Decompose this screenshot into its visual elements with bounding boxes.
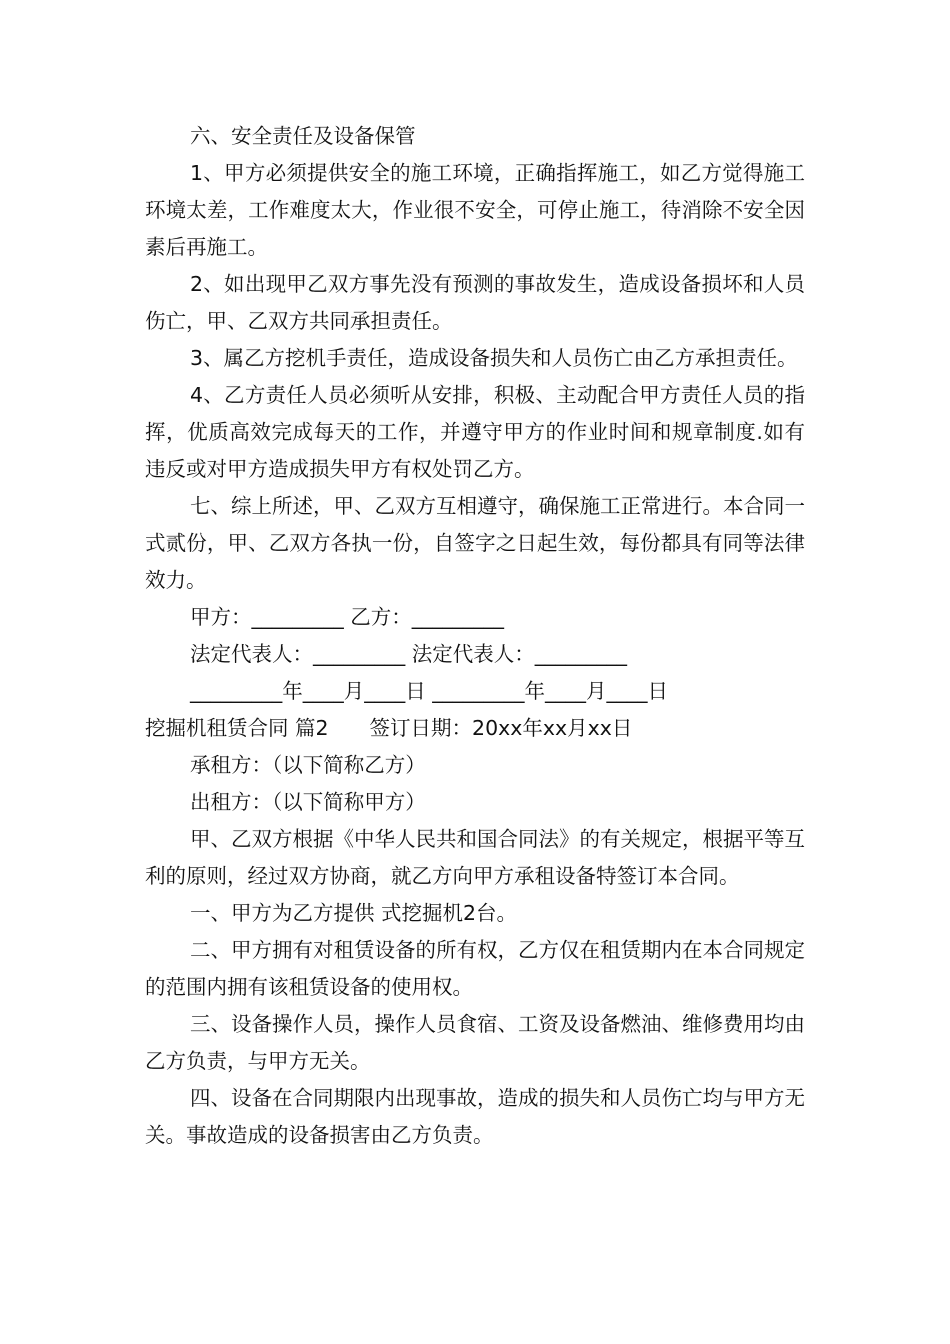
lessee-line: 承租方：（以下简称乙方） <box>190 753 426 777</box>
section-seven-paragraph: 七、综上所述，甲、乙双方互相遵守，确保施工正常进行。本合同一式贰份，甲、乙双方各执一份，自签字之日起生效，每份都具有同等法律效力。 <box>145 494 805 592</box>
contract-heading: 挖掘机租赁合同 篇2 签订日期：20xx年xx月xx日 <box>145 716 633 740</box>
clause-paragraph: 一、甲方为乙方提供 式挖掘机2台。 <box>190 901 518 925</box>
document-body <box>145 118 805 1154</box>
clause-paragraph: 4、乙方责任人员必须听从安排，积极、主动配合甲方责任人员的指挥，优质高效完成每天的工作，并遵守甲方的作业时间和规章制度.如有违反或对甲方造成损失甲方有权处罚乙方。 <box>145 383 805 481</box>
clause-paragraph: 2、如出现甲乙双方事先没有预测的事故发生，造成设备损坏和人员伤亡，甲、乙双方共同承担责任。 <box>145 272 805 333</box>
clause-paragraph: 四、设备在合同期限内出现事故，造成的损失和人员伤亡均与甲方无关。事故造成的设备损害由乙方负责。 <box>145 1086 805 1147</box>
clause-paragraph: 二、甲方拥有对租赁设备的所有权，乙方仅在租赁期内在本合同规定的范围内拥有该租赁设备的使用权。 <box>145 938 805 999</box>
signature-date-line: _________年____月____日 _________年____月____日 <box>190 679 669 703</box>
clause-paragraph: 3、属乙方挖机手责任，造成设备损失和人员伤亡由乙方承担责任。 <box>190 346 798 370</box>
clause-paragraph: 三、设备操作人员，操作人员食宿、工资及设备燃油、维修费用均由乙方负责，与甲方无关。 <box>145 1012 805 1073</box>
legal-representative-line: 法定代表人：_________ 法定代表人：_________ <box>190 642 628 666</box>
signature-parties-line: 甲方：_________ 乙方：_________ <box>190 605 505 629</box>
section-six-heading: 六、安全责任及设备保管 <box>190 124 416 148</box>
clause-paragraph: 1、甲方必须提供安全的施工环境，正确指挥施工，如乙方觉得施工环境太差，工作难度太大，作业很不安全，可停止施工，待消除不安全因素后再施工。 <box>145 161 805 259</box>
lessor-line: 出租方：（以下简称甲方） <box>190 790 426 814</box>
preamble-paragraph: 甲、乙双方根据《中华人民共和国合同法》的有关规定，根据平等互利的原则，经过双方协商，就乙方向甲方承租设备特签订本合同。 <box>145 827 805 888</box>
